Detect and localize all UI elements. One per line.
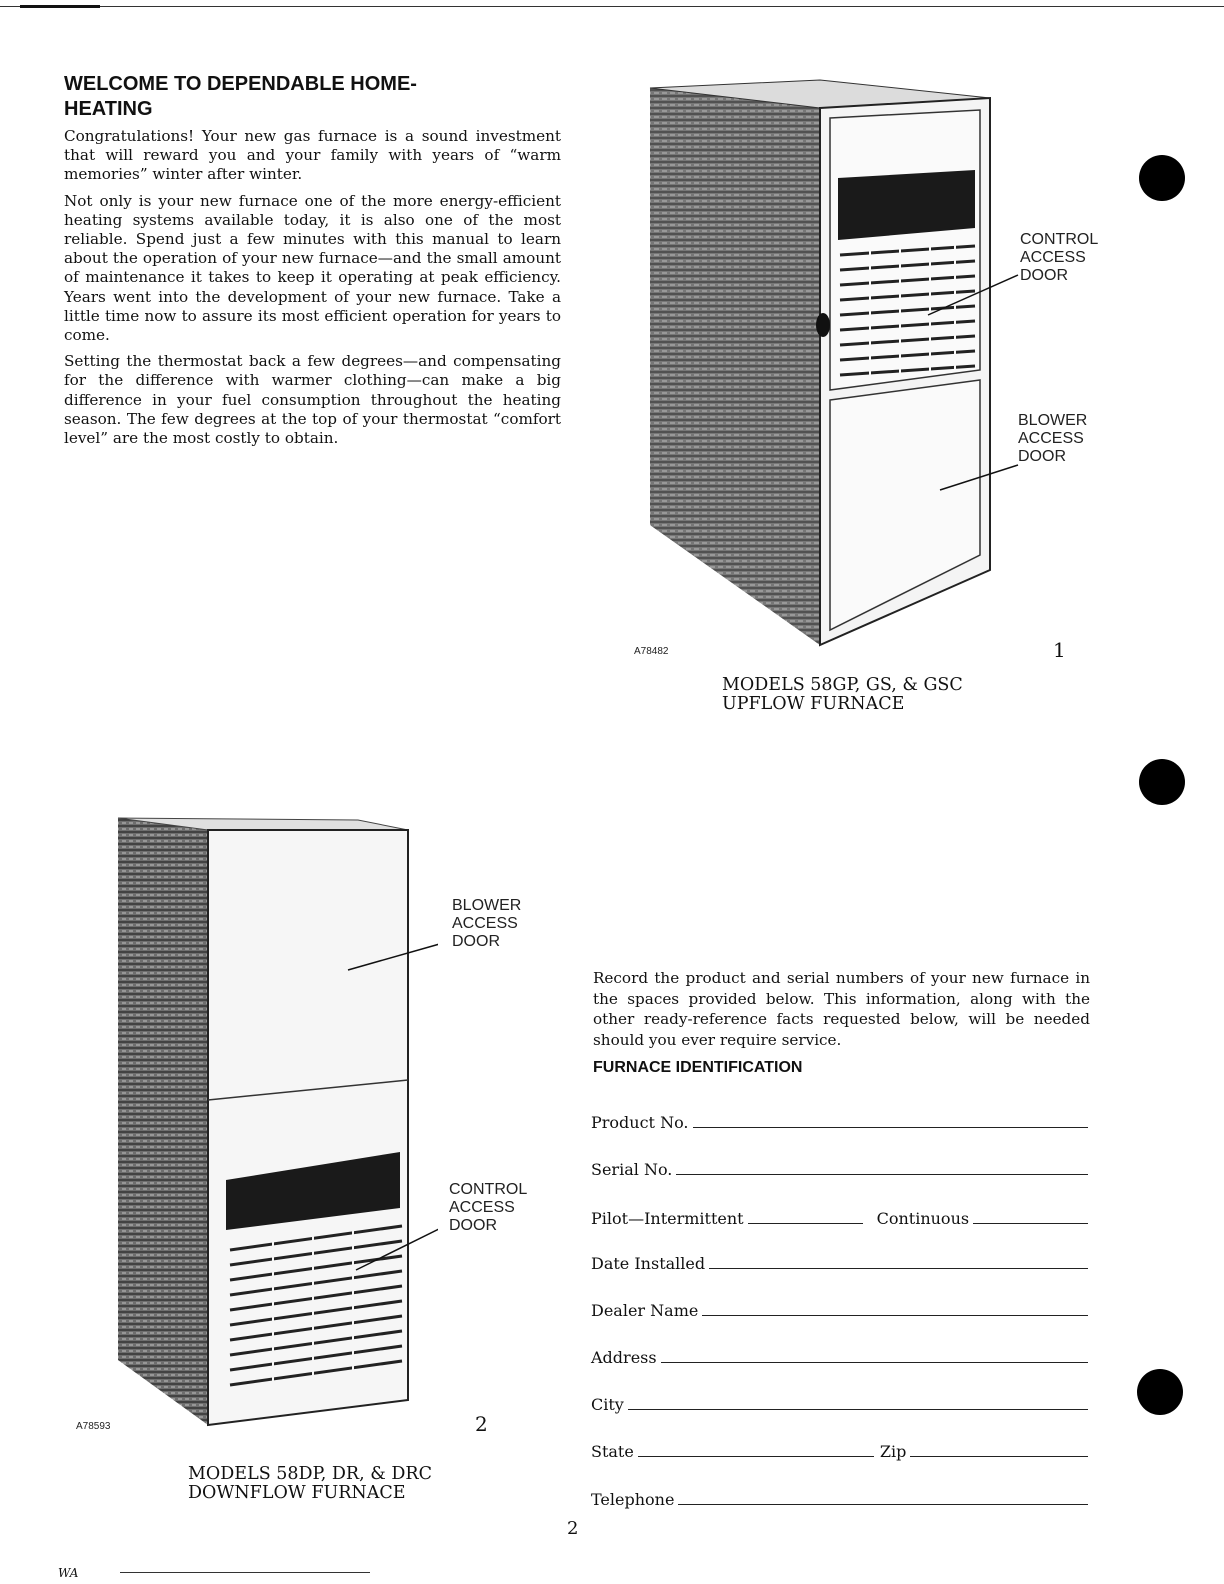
serial-no-field[interactable] <box>591 1155 1088 1179</box>
product-no-field[interactable] <box>591 1108 1088 1132</box>
state-zip-field[interactable] <box>591 1437 1088 1461</box>
city-field[interactable] <box>591 1390 1088 1414</box>
telephone-line[interactable] <box>678 1503 1088 1505</box>
serial-no-line[interactable] <box>676 1173 1088 1175</box>
blower-access-door-label-2: BLOWER ACCESS DOOR <box>452 897 522 950</box>
date-installed-field[interactable] <box>591 1249 1088 1273</box>
top-rule-mark <box>20 5 100 8</box>
bottom-rule <box>120 1572 370 1573</box>
pilot-field[interactable] <box>591 1204 1088 1228</box>
pilot-intermittent-line[interactable] <box>748 1222 863 1224</box>
address-label: Address <box>591 1348 657 1367</box>
figure-2-caption <box>188 1465 508 1503</box>
city-label: City <box>591 1395 624 1414</box>
serial-no-label: Serial No. <box>591 1160 673 1179</box>
intro-text <box>64 127 561 455</box>
zip-label: Zip <box>879 1442 907 1461</box>
zip-line[interactable] <box>910 1455 1088 1457</box>
state-label: State <box>591 1442 634 1461</box>
product-no-label: Product No. <box>591 1113 689 1132</box>
figure-1-code: A78482 <box>634 646 669 657</box>
intro-paragraph-3: Setting the thermostat back a few degrees—and compensating for the difference with warmer clothing—can make a big difference in your fuel consumption throughout the heating season. The few degrees at the top of your thermostat “comfort level” are the most costly to obtain. <box>64 352 561 448</box>
pilot-intermittent-label: Pilot—Intermittent <box>591 1209 744 1228</box>
product-no-line[interactable] <box>693 1126 1088 1128</box>
page-initials: WA <box>58 1566 79 1580</box>
state-line[interactable] <box>638 1455 874 1457</box>
binder-hole-top <box>1139 155 1185 201</box>
page-number: 2 <box>567 1518 579 1539</box>
downflow-furnace-illustration <box>108 800 438 1430</box>
address-line[interactable] <box>661 1361 1088 1363</box>
dealer-name-field[interactable] <box>591 1296 1088 1320</box>
dealer-name-label: Dealer Name <box>591 1301 699 1320</box>
figure-2-caption-line2: DOWNFLOW FURNACE <box>188 1483 406 1503</box>
continuous-line[interactable] <box>973 1222 1088 1224</box>
blower-access-door-label-1: BLOWER ACCESS DOOR <box>1018 412 1088 465</box>
figure-1-caption-line1: MODELS 58GP, GS, & GSC <box>722 675 963 695</box>
record-instructions: Record the product and serial numbers of your new furnace in the spaces provided below. This information, along with the other ready-reference facts requested below, will be needed should you ever require service. <box>593 969 1090 1049</box>
date-installed-line[interactable] <box>709 1267 1088 1269</box>
figure-1-caption <box>722 676 1042 714</box>
binder-hole-bottom <box>1137 1369 1183 1415</box>
intro-paragraph-2: Not only is your new furnace one of the more energy-efficient heating systems available today, it is also one of the most reliable. Spend just a few minutes with this manual to learn about the operation of your new furnace—and the small amount of maintenance it takes to keep it operating at peak efficiency. Years went into the development of your new furnace. Take a little time now to assure its most efficient operation for years to come. <box>64 191 561 345</box>
control-access-door-label-2: CONTROL ACCESS DOOR <box>449 1181 527 1234</box>
page-heading: WELCOME TO DEPENDABLE HOME-HEATING <box>64 73 417 120</box>
figure-2-number: 2 <box>475 1412 488 1436</box>
city-line[interactable] <box>628 1408 1088 1410</box>
figure-1-number: 1 <box>1053 638 1066 662</box>
dealer-name-line[interactable] <box>702 1314 1088 1316</box>
figure-1-caption-line2: UPFLOW FURNACE <box>722 694 905 714</box>
furnace-identification-title: FURNACE IDENTIFICATION <box>593 1059 803 1076</box>
intro-paragraph-1: Congratulations! Your new gas furnace is a sound investment that will reward you and your family with years of “warm memories” winter after winter. <box>64 127 561 184</box>
control-access-door-label-1: CONTROL ACCESS DOOR <box>1020 231 1098 284</box>
top-rule <box>0 6 1224 7</box>
continuous-label: Continuous <box>876 1209 970 1228</box>
binder-hole-middle <box>1139 759 1185 805</box>
telephone-label: Telephone <box>591 1490 675 1509</box>
figure-2-caption-line1: MODELS 58DP, DR, & DRC <box>188 1464 432 1484</box>
upflow-furnace-illustration <box>630 70 1030 660</box>
address-field[interactable] <box>591 1343 1088 1367</box>
figure-2-code: A78593 <box>76 1421 111 1432</box>
date-installed-label: Date Installed <box>591 1254 706 1273</box>
telephone-field[interactable] <box>591 1485 1088 1509</box>
